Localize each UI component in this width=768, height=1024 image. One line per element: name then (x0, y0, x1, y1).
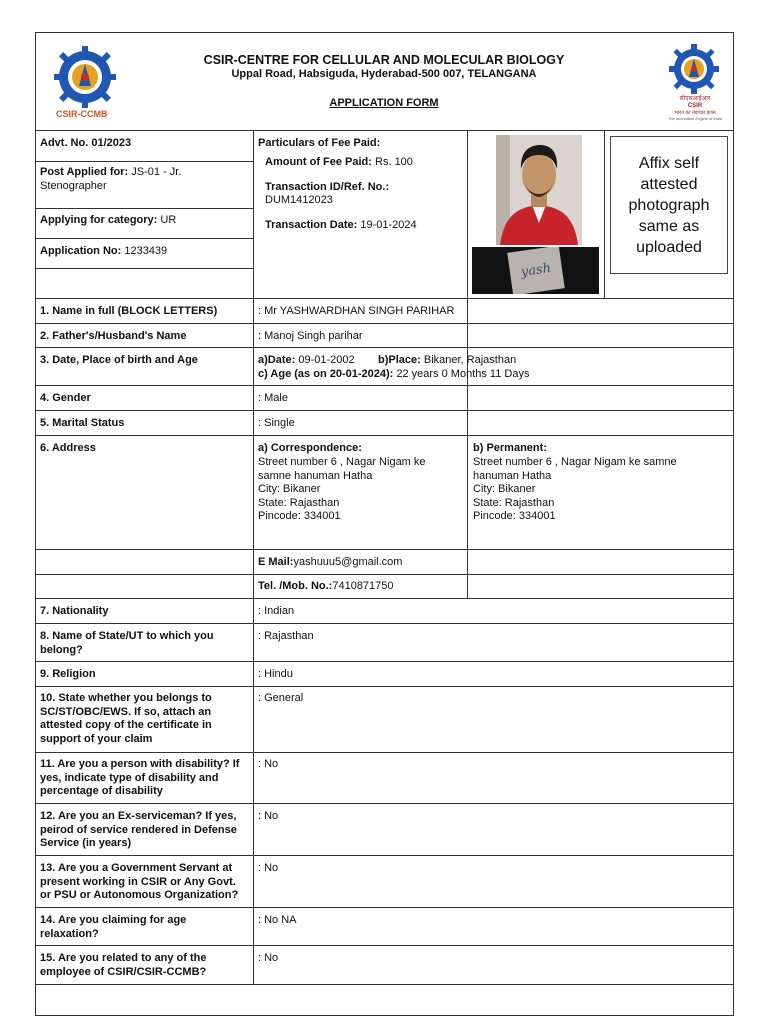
permanent-address: Street number 6 , Nagar Nigam ke samne hanuman Hatha City: Bikaner State: Rajasthan Pincode: 334001 (473, 456, 677, 522)
dob-label: a)Date: (258, 354, 296, 366)
signature-image (472, 247, 599, 294)
post-applied-label: Post Applied for: (40, 166, 129, 178)
category-label: Applying for category: (40, 214, 158, 226)
row-2-label: 2. Father's/Husband's Name (40, 330, 187, 342)
row-7-label: 7. Nationality (40, 605, 109, 617)
row-15-label: 15. Are you related to any of the employee of CSIR/CSIR-CCMB? (40, 952, 207, 978)
row-15-value: : No (258, 952, 279, 964)
row-12-value: : No (258, 810, 279, 822)
pob-label: b)Place: (378, 354, 421, 366)
txn-label: Transaction ID/Ref. No.: (265, 181, 390, 193)
category-value: UR (157, 214, 177, 226)
tel-value: 7410871750 (332, 580, 394, 592)
pob-value: Bikaner, Rajasthan (420, 354, 517, 366)
appno-value: 1233439 (121, 245, 168, 257)
row-3-age (258, 368, 529, 382)
row-8-label: 8. Name of State/UT to which you belong? (40, 630, 214, 656)
row-13-value: : No (258, 862, 279, 874)
correspondence-address: Street number 6 , Nagar Nigam ke samne hanuman Hatha City: Bikaner State: Rajasthan Pincode: 334001 (258, 456, 426, 522)
row-3-date (258, 354, 355, 368)
correspondence-label: a) Correspondence: (258, 442, 362, 454)
row-4-label: 4. Gender (40, 392, 91, 404)
row-2-value: : Manoj Singh parihar (258, 330, 363, 342)
applicant-photo (496, 135, 582, 245)
row-5-value: : Single (258, 417, 295, 429)
row-4-value: : Male (258, 392, 288, 404)
org-address: Uppal Road, Habsiguda, Hyderabad-500 007, TELANGANA (231, 68, 537, 80)
txn-date-label: Transaction Date: (265, 219, 358, 231)
form-title: APPLICATION FORM (329, 97, 439, 109)
signature-text: yash (507, 247, 564, 294)
row-11-label: 11. Are you a person with disability? If yes, indicate type of disability and percentage of disability (40, 758, 240, 797)
row-7-value: : Indian (258, 605, 295, 617)
applying-category (40, 214, 176, 228)
email-label: E Mail: (258, 556, 294, 568)
affix-photo-box: Affix self attested photograph same as uploaded (610, 136, 728, 274)
row-3-label: 3. Date, Place of birth and Age (40, 354, 198, 366)
appno-label: Application No: (40, 245, 122, 257)
right-logo-sub: The Innovation Engine of India (667, 116, 723, 121)
row-10-label: 10. State whether you belongs to SC/ST/OBC/EWS. If so, attach an attested copy of the certificate in support of your claim (40, 692, 212, 745)
row-1-value: : Mr YASHWARDHAN SINGH PARIHAR (258, 305, 455, 317)
fee-amount-label: Amount of Fee Paid: (265, 156, 372, 168)
row-12-label: 12. Are you an Ex-serviceman? If yes, peirod of service rendered in Defense Service (in years) (40, 810, 237, 849)
row-10-value: : General (258, 692, 304, 704)
dob-value: 09-01-2002 (295, 354, 355, 366)
row-14-label: 14. Are you claiming for age relaxation? (40, 914, 187, 940)
row-3-place (378, 354, 516, 368)
row-8-value: : Rajasthan (258, 630, 314, 642)
tel-label: Tel. /Mob. No.: (258, 580, 333, 592)
age-value: 22 years 0 Months 11 Days (393, 368, 530, 380)
tel-row (258, 580, 394, 594)
txn-date-value: 19-01-2024 (357, 219, 417, 231)
fee-amount (265, 156, 413, 170)
post-applied (40, 166, 230, 193)
txn-date (265, 219, 417, 233)
row-1-label: 1. Name in full (BLOCK LETTERS) (40, 305, 218, 317)
txn-value: DUM1412023 (265, 194, 333, 206)
row-6-label: 6. Address (40, 442, 96, 454)
right-logo-sub-hindi: भारत का नवाचार इंजन (674, 110, 716, 116)
row-11-value: : No (258, 758, 279, 770)
fee-heading: Particulars of Fee Paid: (258, 137, 381, 149)
advt-number: Advt. No. 01/2023 (40, 137, 132, 149)
email-value: yashuuu5@gmail.com (293, 556, 403, 568)
age-label: c) Age (as on 20-01-2024): (258, 368, 394, 380)
row-9-label: 9. Religion (40, 668, 96, 680)
right-logo-caption-hindi: सीएसआईआर (679, 96, 711, 102)
right-logo-caption: CSIR (687, 103, 703, 109)
row-14-value: : No NA (258, 914, 297, 926)
row-9-value: : Hindu (258, 668, 293, 680)
fee-amount-value: Rs. 100 (371, 156, 413, 168)
application-number (40, 245, 167, 259)
permanent-label: b) Permanent: (473, 442, 547, 454)
row-5-label: 5. Marital Status (40, 417, 125, 429)
left-logo-caption: CSIR-CCMB (56, 109, 108, 119)
row-13-label: 13. Are you a Government Servant at present working in CSIR or Any Govt. or PSU or Autonomous Organization? (40, 862, 239, 901)
org-name: CSIR-CENTRE FOR CELLULAR AND MOLECULAR BIOLOGY (203, 53, 565, 67)
post-applied-value: JS-01 - Jr. Stenographer (40, 166, 182, 192)
email-row (258, 556, 402, 570)
